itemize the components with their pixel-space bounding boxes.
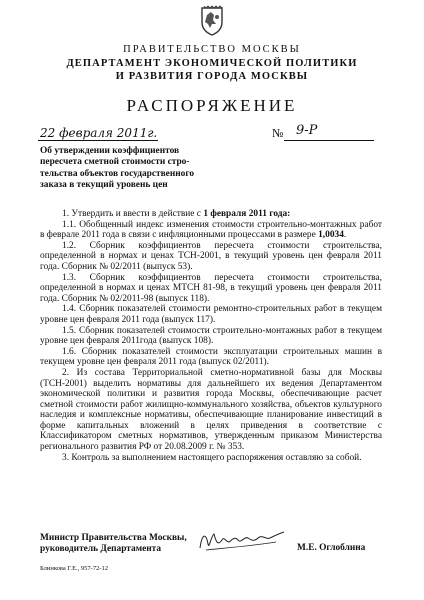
paragraph-1 bbox=[40, 209, 382, 220]
executor-contact: Блинкова Г.Е., 957-72-12 bbox=[40, 565, 108, 572]
paragraph-3: 3. Контроль за выполнением настоящего распоряжения оставляю за собой. bbox=[62, 452, 362, 463]
subject-line: тельства объектов государственного bbox=[40, 168, 195, 179]
paragraph-1-4: 1.4. Сборник показателей стоимости ремонтно-строительных работ в текущем уровне цен февраля 2011 года (выпуск 117). bbox=[40, 304, 382, 325]
subject-line: пересчета сметной стоимости стро- bbox=[40, 157, 190, 168]
government-heading: ПРАВИТЕЛЬСТВО МОСКВЫ bbox=[123, 44, 301, 55]
index-value: 1,0034 bbox=[318, 230, 344, 241]
date-underline bbox=[38, 140, 158, 141]
paragraph-1-1-text: 1.1. Обобщенный индекс изменения стоимости строительно-монтажных работ в феврале 2011 года в связи с инфляционными процессами в размере bbox=[40, 219, 382, 241]
paragraph-1-1 bbox=[40, 220, 382, 241]
document-number: 9-Р bbox=[296, 123, 318, 138]
number-label: № bbox=[272, 126, 284, 140]
paragraph-1-6: 1.6. Сборник показателей стоимости эксплуатации строительных машин в текущем уровне цен февраля 2011 года (выпуск 02/2011). bbox=[40, 346, 382, 368]
department-heading-line2: И РАЗВИТИЯ ГОРОДА МОСКВЫ bbox=[115, 71, 309, 82]
paragraph-2: 2. Из состава Территориальной сметно-нормативной базы для Москвы (ТСН-2001) выделить нормативы для дальнейшего их ведения Департаментом экономической политики и развития города Москвы, обеспечивающие расчет сметной стоимости работ жилищно-коммунального хозяйства, объектов культурного наследия и комплексные нормативы, обеспечивающие планирование инвестиций в форме капитальных вложений в целях приведения в соответствие с Классификатором сметных нормативов, утвержденным приказом Министерства регионального развития РФ от 20.08.2009 г. № 353. bbox=[40, 367, 382, 453]
signatory-title bbox=[40, 533, 190, 555]
paragraph-1-text: 1. Утвердить и ввести в действие с bbox=[62, 209, 204, 219]
effective-date: 1 февраля 2011 года: bbox=[203, 209, 291, 219]
department-heading-line1: ДЕПАРТАМЕНТ ЭКОНОМИЧЕСКОЙ ПОЛИТИКИ bbox=[66, 58, 358, 69]
document-subject bbox=[40, 146, 210, 191]
paragraph-1-3: 1.3. Сборник коэффициентов пересчета стоимости строительства, определенной в нормах и ценах МТСН 81-98, в текущий уровень цен февраля 2011 года. Сборник № 02/2011-98 (выпуск 118). bbox=[40, 272, 382, 304]
subject-line: Об утверждении коэффициентов bbox=[40, 146, 180, 156]
signatory-title-line2: руководитель Департамента bbox=[40, 544, 162, 554]
moscow-coat-of-arms-icon bbox=[198, 5, 226, 37]
number-underline bbox=[284, 140, 374, 141]
subject-line: заказа в текущий уровень цен bbox=[40, 179, 168, 190]
signatory-name: М.Е. Оглоблина bbox=[297, 543, 366, 553]
paragraph-1-1-end: . bbox=[343, 230, 347, 241]
paragraph-1-5: 1.5. Сборник показателей стоимости строительно-монтажных работ в текущем уровне цен февраля 2011года (выпуск 108). bbox=[40, 325, 382, 347]
document-body bbox=[40, 209, 382, 463]
signatory-title-line1: Министр Правительства Москвы, bbox=[40, 533, 187, 543]
document-date: 22 февраля 2011г. bbox=[40, 126, 158, 140]
paragraph-1-2: 1.2. Сборник коэффициентов пересчета стоимости строительства, определенной в нормах и ценах ТСН-2001, в текущий уровень цен февраля 2011 года. Сборник № 02/2011 (выпуск 53). bbox=[40, 240, 382, 272]
document-type-title: РАСПОРЯЖЕНИЕ bbox=[126, 96, 298, 115]
handwritten-signature bbox=[196, 528, 286, 554]
